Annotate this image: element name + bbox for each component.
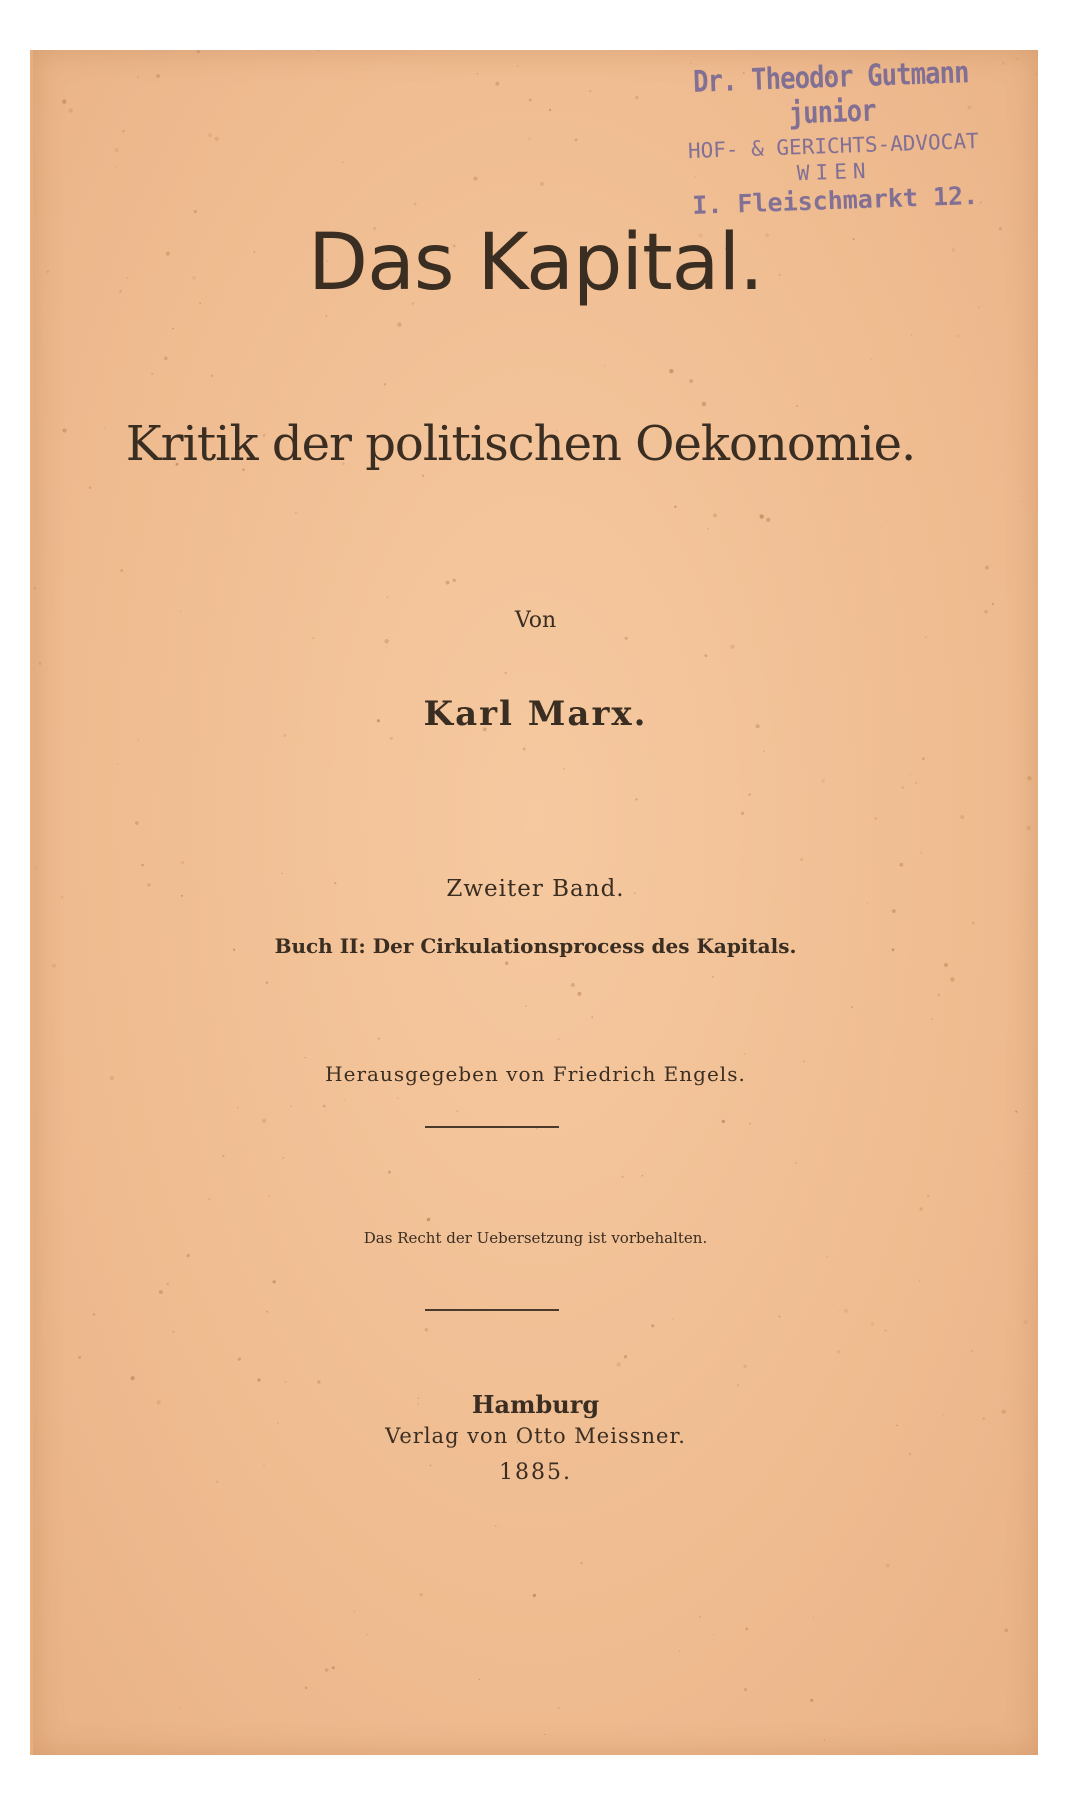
paper-speck bbox=[796, 405, 798, 407]
paper-speck bbox=[266, 1311, 268, 1313]
paper-speck bbox=[479, 1679, 481, 1681]
paper-speck bbox=[763, 751, 765, 753]
paper-speck bbox=[387, 596, 389, 598]
paper-speck bbox=[473, 176, 477, 180]
paper-speck bbox=[813, 1617, 814, 1618]
paper-speck bbox=[674, 506, 676, 508]
paper-speck bbox=[919, 1207, 923, 1211]
paper-speck bbox=[911, 334, 912, 335]
paper-speck bbox=[970, 1350, 973, 1353]
paper-speck bbox=[273, 1280, 276, 1283]
paper-speck bbox=[344, 1099, 345, 1100]
paper-speck bbox=[642, 1175, 644, 1177]
paper-speck bbox=[238, 1357, 241, 1360]
paper-speck bbox=[115, 148, 119, 152]
paper-speck bbox=[625, 637, 628, 640]
paper-speck bbox=[722, 1120, 725, 1123]
rights-notice: Das Recht der Uebersetzung ist vorbehalten. bbox=[363, 1229, 708, 1247]
paper-speck bbox=[745, 1628, 748, 1631]
paper-speck bbox=[425, 1328, 429, 1332]
paper-speck bbox=[730, 645, 734, 649]
paper-speck bbox=[141, 864, 144, 867]
paper-speck bbox=[137, 76, 139, 78]
stamp-address: I. Fleischmarkt 12. bbox=[691, 180, 979, 220]
paper-speck bbox=[1021, 501, 1022, 502]
ownership-stamp bbox=[630, 53, 1035, 222]
paper-speck bbox=[760, 514, 764, 518]
paper-speck bbox=[525, 1005, 527, 1007]
paper-speck bbox=[323, 1105, 326, 1108]
paper-speck bbox=[810, 1699, 813, 1702]
paper-speck bbox=[477, 73, 478, 74]
paper-speck bbox=[397, 1097, 398, 1098]
paper-speck bbox=[1027, 826, 1031, 830]
paper-speck bbox=[795, 1162, 797, 1164]
paper-speck bbox=[295, 511, 297, 513]
paper-speck bbox=[571, 983, 575, 987]
paper-speck bbox=[262, 1119, 266, 1123]
paper-speck bbox=[1015, 1111, 1017, 1113]
paper-speck bbox=[766, 518, 770, 522]
divider-rule bbox=[425, 1126, 559, 1128]
paper-speck bbox=[62, 100, 66, 104]
paper-speck bbox=[866, 903, 868, 905]
paper-speck bbox=[172, 328, 174, 330]
paper-speck bbox=[737, 1384, 739, 1386]
paper-speck bbox=[635, 798, 637, 800]
paper-speck bbox=[528, 138, 530, 140]
stamp-office: HOF- & GERICHTS-ADVOCAT bbox=[687, 128, 980, 164]
paper-speck bbox=[621, 1176, 624, 1179]
paper-speck bbox=[495, 82, 499, 86]
paper-speck bbox=[824, 1739, 826, 1741]
paper-speck bbox=[151, 373, 153, 375]
stamp-city: WIEN bbox=[796, 158, 872, 186]
paper-speck bbox=[172, 1331, 174, 1333]
paper-speck bbox=[186, 1254, 189, 1257]
paper-speck bbox=[651, 1324, 654, 1327]
book-line: Buch II: Der Cirkulationsprocess des Kapitals. bbox=[274, 934, 797, 958]
paper-speck bbox=[915, 782, 916, 783]
paper-speck bbox=[504, 672, 507, 675]
paper-speck bbox=[505, 962, 508, 965]
paper-speck bbox=[589, 90, 591, 92]
paper-speck bbox=[899, 863, 903, 867]
paper-speck bbox=[844, 1309, 848, 1313]
paper-speck bbox=[353, 1611, 355, 1613]
paper-speck bbox=[851, 1006, 853, 1008]
paper-speck bbox=[957, 335, 959, 337]
paper-speck bbox=[874, 817, 877, 820]
paper-speck bbox=[1036, 74, 1037, 75]
paper-speck bbox=[529, 99, 532, 102]
paper-speck bbox=[208, 133, 212, 137]
paper-speck bbox=[390, 737, 393, 740]
paper-speck bbox=[266, 982, 268, 984]
paper-speck bbox=[427, 1218, 431, 1222]
title-page bbox=[30, 50, 1038, 1755]
imprint-city: Hamburg bbox=[471, 1390, 600, 1419]
paper-speck bbox=[837, 1350, 841, 1354]
volume-line: Zweiter Band. bbox=[446, 876, 625, 902]
paper-speck bbox=[342, 162, 343, 163]
paper-speck bbox=[624, 1355, 627, 1358]
paper-speck bbox=[892, 909, 896, 913]
paper-speck bbox=[800, 858, 803, 861]
paper-speck bbox=[38, 662, 41, 665]
paper-speck bbox=[281, 873, 282, 874]
paper-speck bbox=[156, 74, 160, 78]
paper-speck bbox=[456, 1110, 458, 1112]
paper-speck bbox=[944, 963, 948, 967]
by-line: Von bbox=[514, 608, 557, 633]
paper-speck bbox=[544, 1734, 545, 1735]
paper-speck bbox=[909, 1453, 911, 1455]
paper-speck bbox=[89, 486, 92, 489]
paper-speck bbox=[384, 639, 388, 643]
paper-speck bbox=[523, 748, 526, 751]
paper-speck bbox=[179, 1707, 180, 1708]
paper-speck bbox=[135, 821, 139, 825]
paper-speck bbox=[164, 357, 168, 361]
paper-speck bbox=[679, 1650, 680, 1651]
paper-speck bbox=[388, 1171, 391, 1174]
paper-speck bbox=[540, 182, 544, 186]
paper-speck bbox=[211, 375, 213, 377]
paper-speck bbox=[712, 1634, 714, 1636]
paper-speck bbox=[386, 646, 387, 647]
paper-speck bbox=[317, 50, 320, 51]
paper-speck bbox=[700, 1616, 702, 1618]
paper-speck bbox=[931, 1018, 932, 1019]
paper-speck bbox=[972, 921, 975, 924]
paper-speck bbox=[52, 964, 56, 968]
paper-speck bbox=[69, 108, 73, 112]
paper-speck bbox=[689, 379, 693, 383]
paper-speck bbox=[1023, 1320, 1027, 1324]
stamp-name: Dr. Theodor Gutmann junior bbox=[692, 55, 970, 132]
paper-speck bbox=[985, 566, 989, 570]
paper-speck bbox=[115, 166, 117, 168]
paper-speck bbox=[414, 203, 417, 206]
paper-speck bbox=[378, 1037, 380, 1039]
paper-speck bbox=[581, 1562, 583, 1564]
paper-speck bbox=[197, 50, 200, 53]
paper-speck bbox=[137, 739, 139, 741]
paper-speck bbox=[713, 514, 717, 518]
paper-speck bbox=[536, 1128, 538, 1130]
paper-speck bbox=[495, 1525, 497, 1527]
paper-speck bbox=[446, 581, 450, 585]
paper-speck bbox=[558, 1038, 560, 1040]
paper-speck bbox=[690, 63, 691, 64]
paper-speck bbox=[384, 383, 386, 385]
paper-speck bbox=[927, 1195, 929, 1197]
paper-speck bbox=[312, 637, 314, 639]
paper-speck bbox=[881, 525, 882, 526]
paper-speck bbox=[422, 475, 424, 477]
paper-speck bbox=[922, 757, 925, 760]
paper-speck bbox=[902, 786, 904, 788]
paper-speck bbox=[1027, 776, 1031, 780]
divider-rule bbox=[425, 1309, 559, 1311]
paper-speck bbox=[960, 815, 964, 819]
paper-speck bbox=[237, 1107, 239, 1109]
paper-speck bbox=[194, 210, 197, 213]
paper-speck bbox=[749, 1123, 751, 1125]
paper-speck bbox=[283, 734, 286, 737]
paper-speck bbox=[222, 1155, 224, 1157]
paper-speck bbox=[712, 976, 714, 978]
paper-speck bbox=[282, 1157, 284, 1159]
paper-speck bbox=[549, 109, 551, 111]
paper-speck bbox=[826, 1256, 828, 1258]
paper-speck bbox=[366, 1633, 368, 1635]
paper-speck bbox=[778, 1316, 780, 1318]
paper-speck bbox=[305, 1057, 306, 1058]
paper-speck bbox=[832, 1304, 833, 1305]
author-name: Karl Marx. bbox=[423, 694, 648, 734]
paper-speck bbox=[744, 1688, 747, 1691]
paper-speck bbox=[702, 402, 706, 406]
paper-speck bbox=[577, 992, 581, 996]
paper-speck bbox=[886, 1564, 890, 1568]
paper-speck bbox=[672, 1318, 674, 1320]
paper-speck bbox=[749, 794, 751, 796]
paper-speck bbox=[617, 1362, 621, 1366]
paper-speck bbox=[937, 993, 940, 996]
paper-speck bbox=[453, 579, 456, 582]
paper-speck bbox=[563, 768, 565, 770]
paper-speck bbox=[419, 1593, 422, 1596]
editor-line: Herausgegeben von Friedrich Engels. bbox=[325, 1062, 746, 1086]
paper-speck bbox=[120, 569, 123, 572]
paper-speck bbox=[122, 130, 125, 133]
paper-speck bbox=[325, 1668, 329, 1672]
paper-speck bbox=[166, 1283, 169, 1286]
paper-speck bbox=[1004, 1628, 1008, 1632]
paper-speck bbox=[575, 138, 578, 141]
paper-speck bbox=[919, 1280, 920, 1281]
paper-speck bbox=[741, 812, 745, 816]
imprint-publisher: Verlag von Otto Meissner. bbox=[385, 1424, 686, 1448]
paper-speck bbox=[744, 1053, 745, 1054]
paper-speck bbox=[397, 322, 401, 326]
paper-speck bbox=[925, 636, 927, 638]
paper-speck bbox=[35, 866, 37, 868]
paper-speck bbox=[558, 1707, 560, 1709]
paper-speck bbox=[305, 1686, 308, 1689]
paper-speck bbox=[591, 1016, 593, 1018]
paper-speck bbox=[332, 1666, 335, 1669]
paper-speck bbox=[871, 1322, 874, 1325]
paper-speck bbox=[93, 1313, 96, 1316]
paper-speck bbox=[181, 861, 184, 864]
paper-speck bbox=[743, 1365, 747, 1369]
paper-speck bbox=[131, 1376, 135, 1380]
paper-speck bbox=[257, 1378, 260, 1381]
paper-speck bbox=[208, 1198, 210, 1200]
paper-speck bbox=[921, 852, 923, 854]
paper-speck bbox=[159, 1290, 163, 1294]
paper-speck bbox=[704, 654, 707, 657]
paper-speck bbox=[1028, 1172, 1030, 1174]
paper-speck bbox=[326, 315, 328, 317]
paper-speck bbox=[992, 603, 995, 606]
imprint-year: 1885. bbox=[499, 1460, 572, 1485]
paper-speck bbox=[604, 365, 605, 366]
paper-speck bbox=[533, 1594, 536, 1597]
paper-speck bbox=[34, 587, 36, 589]
paper-speck bbox=[669, 369, 673, 373]
paper-speck bbox=[285, 1381, 287, 1383]
paper-speck bbox=[522, 831, 523, 832]
paper-speck bbox=[909, 774, 910, 775]
book-subtitle: Kritik der politischen Oekonomie. bbox=[125, 416, 916, 472]
paper-speck bbox=[215, 137, 219, 141]
paper-speck bbox=[268, 1195, 270, 1197]
paper-speck bbox=[78, 1356, 81, 1359]
paper-speck bbox=[884, 1329, 887, 1332]
book-title: Das Kapital. bbox=[308, 218, 763, 308]
paper-speck bbox=[117, 763, 118, 764]
paper-speck bbox=[707, 528, 709, 530]
paper-speck bbox=[290, 1105, 292, 1107]
paper-speck bbox=[821, 779, 824, 782]
paper-speck bbox=[517, 65, 519, 67]
paper-speck bbox=[870, 359, 872, 361]
paper-speck bbox=[950, 977, 954, 981]
paper-speck bbox=[317, 1380, 320, 1383]
